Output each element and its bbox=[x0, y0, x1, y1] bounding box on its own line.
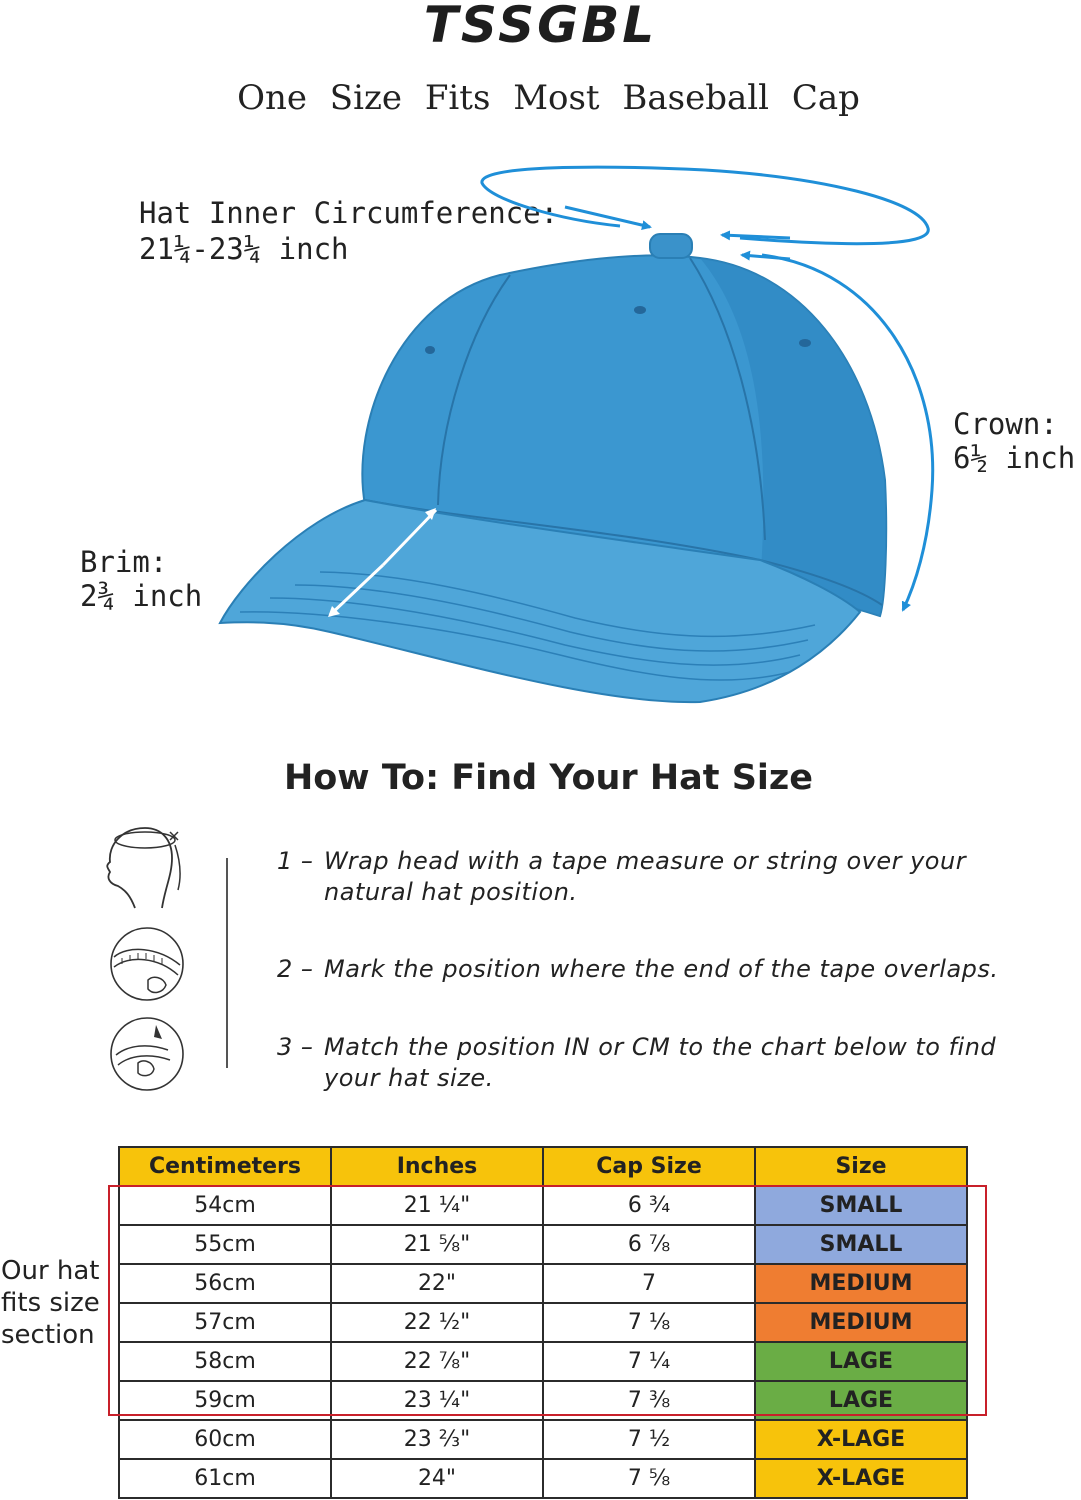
step-number: 3 – bbox=[277, 1033, 314, 1061]
cell-size: SMALL bbox=[755, 1225, 967, 1264]
cell-cap-size: 6 ⅞ bbox=[543, 1225, 755, 1264]
header-inches: Inches bbox=[331, 1147, 543, 1186]
cell-size: X-LAGE bbox=[755, 1459, 967, 1498]
brim-value: 2¾ inch bbox=[80, 579, 203, 613]
step-text: Match the position IN or CM to the chart below to find bbox=[324, 1033, 997, 1061]
cell-size: MEDIUM bbox=[755, 1264, 967, 1303]
cell-inches: 21 ¼" bbox=[331, 1186, 543, 1225]
cap-shape bbox=[220, 234, 886, 702]
fits-label-line: section bbox=[1, 1320, 95, 1350]
header-centimeters: Centimeters bbox=[119, 1147, 331, 1186]
cell-cap-size: 7 ⅝ bbox=[543, 1459, 755, 1498]
table-row bbox=[119, 1225, 967, 1264]
cell-centimeters: 56cm bbox=[119, 1264, 331, 1303]
mark-position-icon bbox=[108, 1015, 186, 1093]
cell-cap-size: 6 ¾ bbox=[543, 1186, 755, 1225]
product-subtitle: One Size Fits Most Baseball Cap bbox=[237, 78, 860, 118]
circumference-ellipse bbox=[482, 167, 928, 244]
cell-inches: 23 ¼" bbox=[331, 1381, 543, 1420]
cell-inches: 22 ⅞" bbox=[331, 1342, 543, 1381]
cell-centimeters: 55cm bbox=[119, 1225, 331, 1264]
cell-inches: 23 ⅔" bbox=[331, 1420, 543, 1459]
cell-cap-size: 7 bbox=[543, 1264, 755, 1303]
circumference-label: Hat Inner Circumference: bbox=[139, 196, 559, 230]
table-row bbox=[119, 1264, 967, 1303]
table-row bbox=[119, 1381, 967, 1420]
steps-divider bbox=[226, 858, 228, 1068]
brand-logo: TSSGBL bbox=[423, 0, 658, 54]
cell-cap-size: 7 ⅜ bbox=[543, 1381, 755, 1420]
cell-inches: 21 ⅝" bbox=[331, 1225, 543, 1264]
fits-label-line: Our hat bbox=[1, 1256, 100, 1286]
table-row bbox=[119, 1186, 967, 1225]
step-text: Mark the position where the end of the tape overlaps. bbox=[324, 955, 999, 983]
cell-inches: 24" bbox=[331, 1459, 543, 1498]
cell-centimeters: 60cm bbox=[119, 1420, 331, 1459]
table-row bbox=[119, 1459, 967, 1498]
cell-size: MEDIUM bbox=[755, 1303, 967, 1342]
cell-size: LAGE bbox=[755, 1381, 967, 1420]
howto-step-1 bbox=[277, 846, 1017, 908]
header-cap-size: Cap Size bbox=[543, 1147, 755, 1186]
cell-size: LAGE bbox=[755, 1342, 967, 1381]
cell-centimeters: 61cm bbox=[119, 1459, 331, 1498]
howto-title: How To: Find Your Hat Size bbox=[283, 758, 814, 798]
step-number: 2 – bbox=[277, 955, 314, 983]
cell-cap-size: 7 ⅛ bbox=[543, 1303, 755, 1342]
circumference-value: 21¼-23¼ inch bbox=[139, 232, 349, 266]
step-text: Wrap head with a tape measure or string over your bbox=[324, 847, 967, 875]
brim-label: Brim: bbox=[80, 545, 168, 579]
table-row bbox=[119, 1342, 967, 1381]
howto-step-3 bbox=[277, 1032, 1017, 1094]
cell-centimeters: 58cm bbox=[119, 1342, 331, 1381]
crown-label: Crown: bbox=[953, 407, 1058, 441]
cell-cap-size: 7 ¼ bbox=[543, 1342, 755, 1381]
cell-inches: 22 ½" bbox=[331, 1303, 543, 1342]
cell-cap-size: 7 ½ bbox=[543, 1420, 755, 1459]
table-row bbox=[119, 1420, 967, 1459]
fits-size-label bbox=[1, 1255, 100, 1351]
table-header-row bbox=[119, 1147, 967, 1186]
cell-size: X-LAGE bbox=[755, 1420, 967, 1459]
crown-value: 6½ inch bbox=[953, 441, 1076, 475]
cell-centimeters: 59cm bbox=[119, 1381, 331, 1420]
table-row bbox=[119, 1303, 967, 1342]
size-chart-table bbox=[118, 1146, 968, 1499]
baseball-cap-illustration bbox=[0, 140, 1081, 720]
step-number: 1 – bbox=[277, 847, 314, 875]
step-text-continued: natural hat position. bbox=[324, 878, 578, 906]
header-size: Size bbox=[755, 1147, 967, 1186]
head-measure-icon bbox=[100, 820, 190, 915]
cell-centimeters: 57cm bbox=[119, 1303, 331, 1342]
howto-step-2 bbox=[277, 954, 1017, 985]
step-text-continued: your hat size. bbox=[324, 1064, 494, 1092]
cell-inches: 22" bbox=[331, 1264, 543, 1303]
cell-size: SMALL bbox=[755, 1186, 967, 1225]
cell-centimeters: 54cm bbox=[119, 1186, 331, 1225]
tape-overlap-icon bbox=[108, 925, 186, 1003]
fits-label-line: fits size bbox=[1, 1288, 100, 1318]
